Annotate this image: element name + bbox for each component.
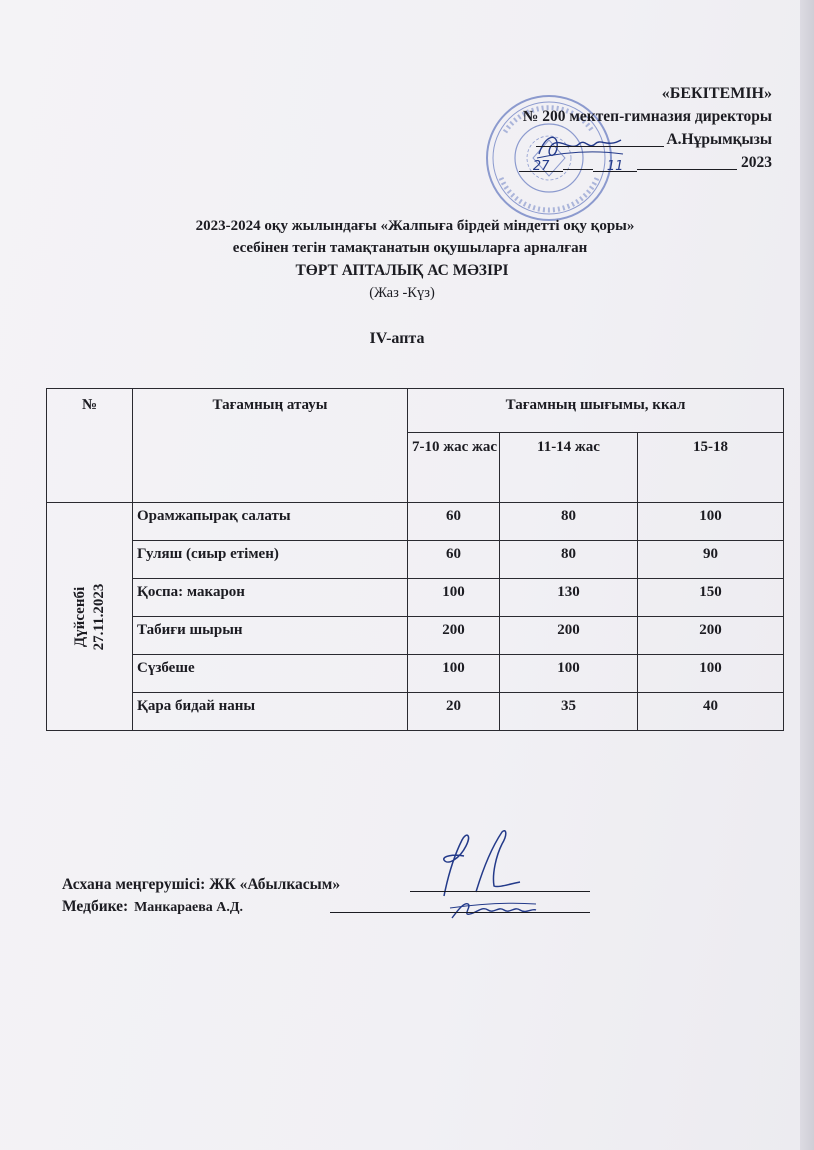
dish-name: Орамжапырақ салаты [133,503,408,541]
column-number: № [47,389,133,503]
kcal-11-14: 130 [500,579,638,617]
dish-name: Гуляш (сиыр етімен) [133,541,408,579]
kcal-15-18: 40 [638,693,784,731]
date-month: 11 [593,155,637,172]
nurse-signature-line [330,912,590,913]
date-day: 27 [519,155,563,172]
dish-name: Қара бидай наны [133,693,408,731]
season-label: (Жаз -Күз) [369,285,435,301]
page-edge [800,0,814,1150]
kcal-15-18: 200 [638,617,784,655]
kcal-7-10: 60 [408,541,500,579]
header-line-1: 2023-2024 оқу жылындағы «Жалпыға бірдей міндетті оқу қоры» [195,218,635,234]
date-separator-line [563,153,593,170]
menu-title: ТӨРТ АПТАЛЫҚ АС МӘЗІРІ [295,262,509,279]
table-row [47,541,784,579]
nurse-signature [448,896,538,922]
canteen-signature-line [410,891,590,892]
date-blank-line [637,153,737,170]
director-signature-line [536,130,664,147]
kcal-15-18: 150 [638,579,784,617]
dish-name: Қоспа: макарон [133,579,408,617]
approval-position: № 200 мектеп-гимназия директоры [522,108,772,125]
kcal-15-18: 90 [638,541,784,579]
kcal-11-14: 80 [500,503,638,541]
approval-date [519,151,772,174]
kcal-11-14: 100 [500,655,638,693]
director-name: А.Нұрымқызы [666,131,772,148]
column-age-11-14: 11-14 жас [500,433,638,503]
kcal-15-18: 100 [638,655,784,693]
kcal-11-14: 80 [500,541,638,579]
kcal-7-10: 100 [408,579,500,617]
column-dish-name: Тағамның атауы [133,389,408,503]
table-row [47,617,784,655]
kcal-15-18: 100 [638,503,784,541]
column-age-7-10: 7-10 жас жас [408,433,500,503]
table-row [47,693,784,731]
nurse-block [62,898,243,916]
table-row [47,655,784,693]
nurse-name: Манкараева А.Д. [134,900,244,915]
column-age-15-18: 15-18 [638,433,784,503]
day-date: 27.11.2023 [90,583,107,650]
kcal-7-10: 60 [408,503,500,541]
date-year: 2023 [741,154,772,171]
day-name: Дүйсенбі [71,586,88,647]
approval-title: «БЕКІТЕМІН» [661,85,772,102]
kcal-11-14: 200 [500,617,638,655]
canteen-manager-signature [414,826,524,898]
dish-name: Табиғи шырын [133,617,408,655]
kcal-7-10: 200 [408,617,500,655]
week-label: IV-апта [369,330,425,347]
nurse-label: Медбике: [62,898,129,915]
table-row [47,579,784,617]
dish-name: Сүзбеше [133,655,408,693]
column-yield: Тағамның шығымы, ккал [408,389,784,433]
menu-table [46,388,784,731]
day-cell [47,503,133,731]
kcal-7-10: 100 [408,655,500,693]
kcal-7-10: 20 [408,693,500,731]
kcal-11-14: 35 [500,693,638,731]
header-line-2: есебінен тегін тамақтанатын оқушыларға арналған [232,240,588,256]
table-row [47,503,784,541]
approval-block [519,82,772,174]
canteen-manager-label: Асхана меңгерушісі: ЖК «Абылкасым» [62,876,341,893]
